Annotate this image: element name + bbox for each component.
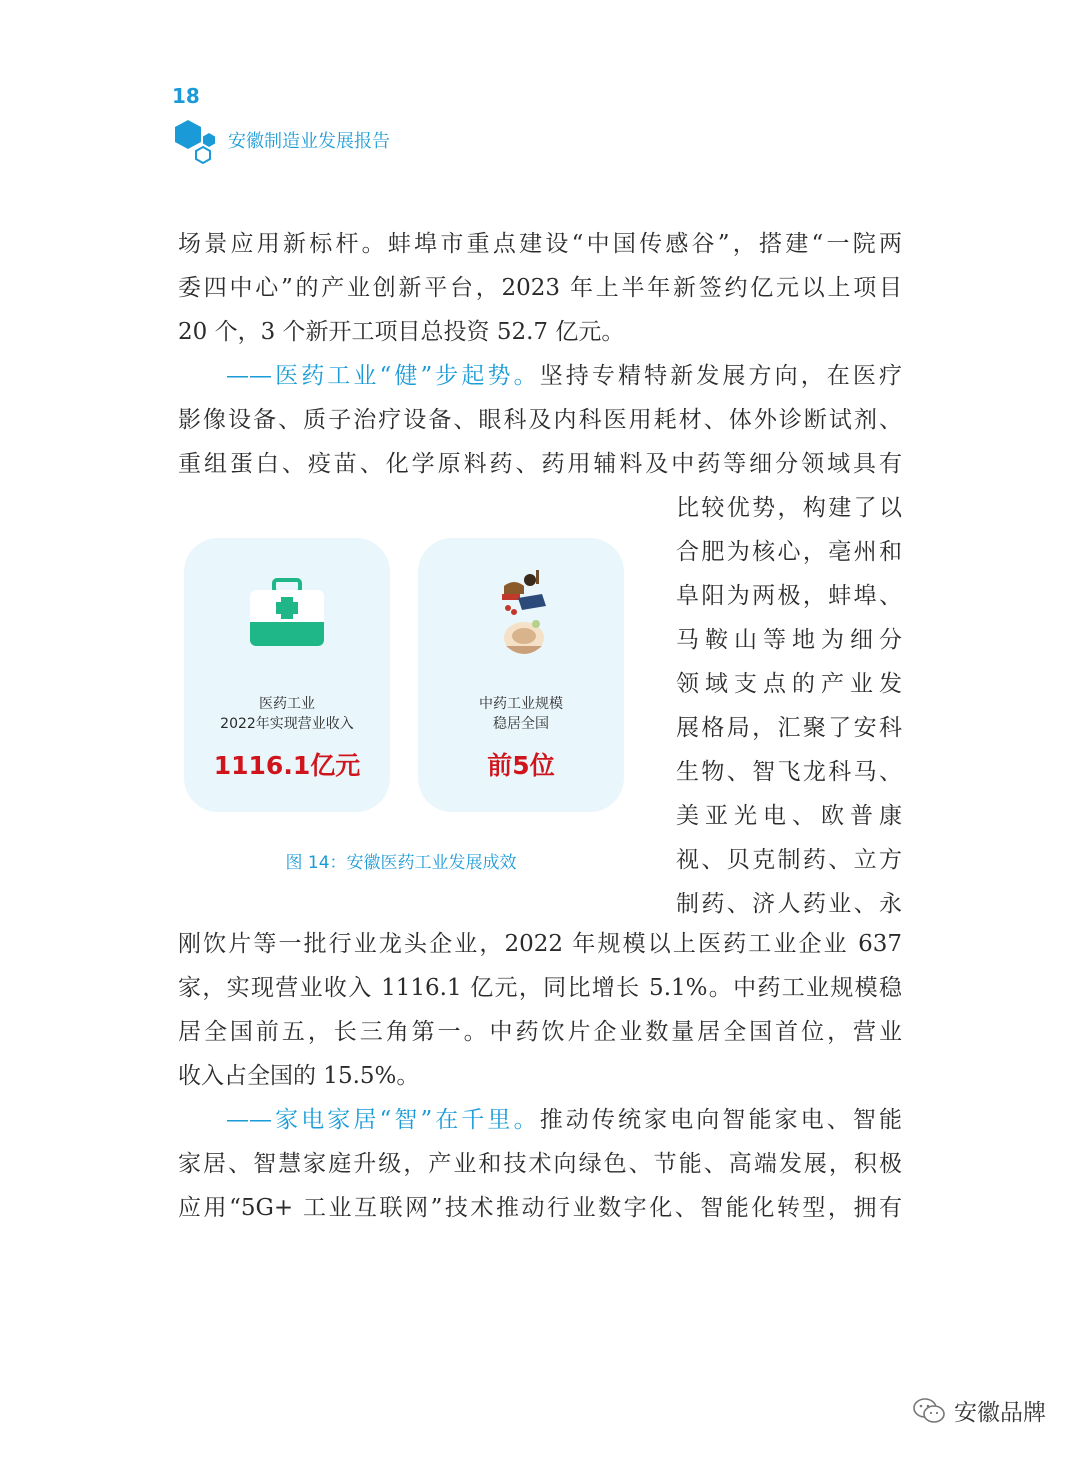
text-line: 应用“5G+ 工业互联网”技术推动行业数字化、智能化转型，拥有 <box>178 1195 902 1221</box>
text-line: 生物、智飞龙科马、 <box>676 759 902 785</box>
figure-caption: 图 14：安徽医药工业发展成效 <box>285 853 517 873</box>
page-number: 18 <box>172 84 200 108</box>
text-line: 影像设备、质子治疗设备、眼科及内科医用耗材、体外诊断试剂、 <box>178 407 902 433</box>
stat-card-medicine <box>184 538 390 812</box>
hexagon-logo-icon <box>172 118 218 164</box>
watermark-text: 安徽品牌 <box>954 1400 1046 1426</box>
card-label: 稳居全国 <box>493 716 549 732</box>
text-line: 场景应用新标杆。蚌埠市重点建设“中国传感谷”，搭建“一院两 <box>178 231 902 257</box>
section-heading: ——家电家居“智”在千里。 <box>226 1107 540 1133</box>
text-line: 居全国前五，长三角第一。中药饮片企业数量居全国首位，营业 <box>178 1019 902 1045</box>
medical-kit-icon <box>248 578 326 648</box>
text-line: 比较优势，构建了以 <box>676 495 902 521</box>
text-line: 美亚光电、欧普康 <box>676 803 902 829</box>
card-label: 中药工业规模 <box>479 696 563 712</box>
card-value: 1116.1亿元 <box>213 751 361 780</box>
paragraph-2 <box>178 354 902 486</box>
paragraph-3 <box>178 1098 902 1230</box>
text-line: ——家电家居“智”在千里。推动传统家电向智能家电、智能 <box>226 1107 902 1133</box>
text-line: 视、贝克制药、立方 <box>676 847 902 873</box>
text-line: 领域支点的产业发 <box>676 671 902 697</box>
card-label: 医药工业 <box>259 696 315 712</box>
text-line: 制药、济人药业、永 <box>676 891 902 917</box>
text-line: 阜阳为两极，蚌埠、 <box>676 583 902 609</box>
paragraph-2-continued <box>178 922 902 1098</box>
text-line: ——医药工业“健”步起势。坚持专精特新发展方向，在医疗 <box>226 363 902 389</box>
stat-card-tcm <box>418 538 624 812</box>
wechat-icon <box>912 1397 946 1425</box>
text-line: 重组蛋白、疫苗、化学原料药、药用辅料及中药等细分领域具有 <box>178 451 902 477</box>
text-line: 马鞍山等地为细分 <box>676 627 902 653</box>
text-line: 收入占全国的 15.5%。 <box>178 1063 420 1089</box>
section-heading: ——医药工业“健”步起势。 <box>226 363 540 389</box>
text-line: 委四中心”的产业创新平台，2023 年上半年新签约亿元以上项目 <box>178 275 902 301</box>
header-title: 安徽制造业发展报告 <box>228 131 390 152</box>
text-line: 家居、智慧家庭升级，产业和技术向绿色、节能、高端发展，积极 <box>178 1151 902 1177</box>
text-line: 合肥为核心，亳州和 <box>676 539 902 565</box>
wrap-column <box>676 486 902 926</box>
text-line: 20 个，3 个新开工项目总投资 52.7 亿元。 <box>178 319 625 345</box>
card-label: 2022年实现营业收入 <box>220 716 354 732</box>
text-line: 刚饮片等一批行业龙头企业，2022 年规模以上医药工业企业 637 <box>178 931 902 957</box>
card-value: 前5位 <box>487 751 555 780</box>
watermark <box>912 1394 1046 1427</box>
text-line: 家，实现营业收入 1116.1 亿元，同比增长 5.1%。中药工业规模稳 <box>178 975 902 1001</box>
paragraph-1 <box>178 222 902 354</box>
herbal-medicine-icon <box>496 568 550 664</box>
text-line: 展格局，汇聚了安科 <box>676 715 902 741</box>
